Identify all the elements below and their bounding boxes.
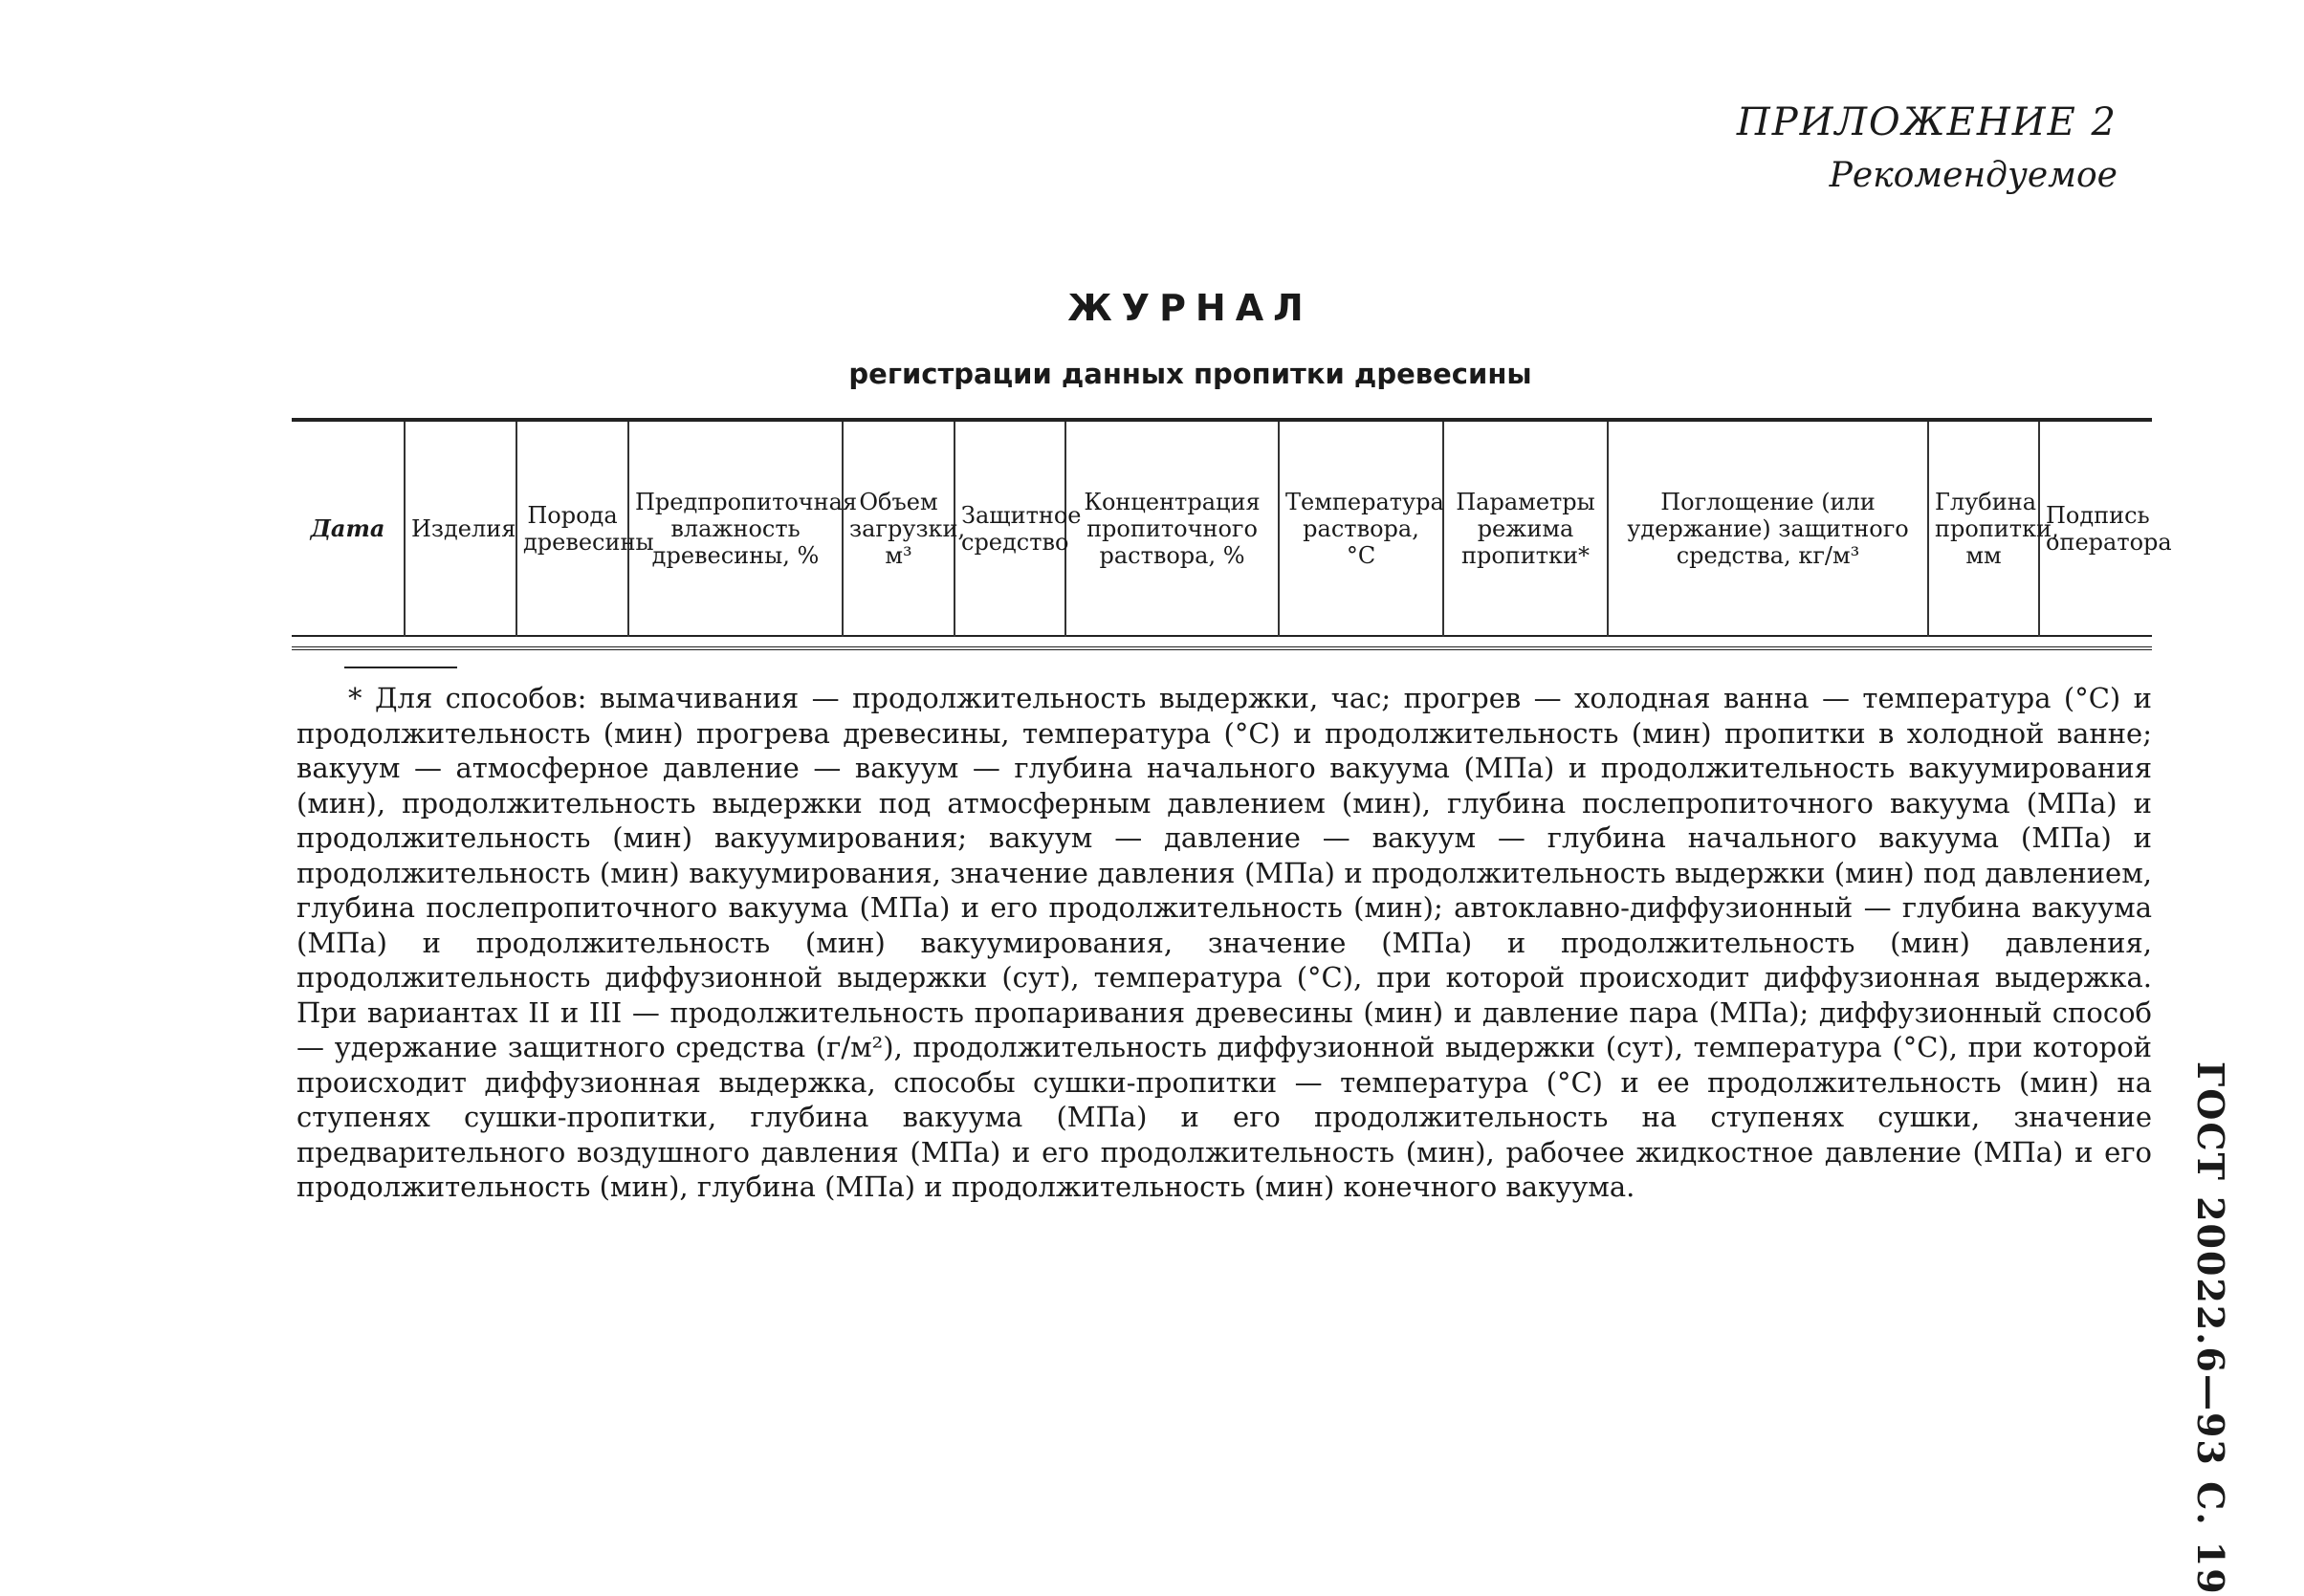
table-row (292, 636, 2152, 648)
footnote-separator (344, 667, 457, 668)
column-header-concentration: Концентрация пропиточного раствора, % (1065, 420, 1279, 636)
column-header-depth: Глубина пропитки, мм (1928, 420, 2039, 636)
appendix-label: ПРИЛОЖЕНИЕ 2 (1736, 100, 2117, 144)
empty-table-cell (292, 636, 2152, 648)
journal-table (292, 418, 2172, 650)
column-header-products: Изделия (405, 420, 516, 636)
footnote (296, 681, 2152, 1205)
column-header-load-volume: Объем загрузки, м³ (843, 420, 955, 636)
column-header-wood-species: Порода древесины (516, 420, 628, 636)
footnote-mark: * (348, 682, 362, 714)
appendix-heading (1544, 96, 2117, 203)
document-title: ЖУРНАЛ (1067, 287, 1313, 329)
column-header-operator-signature: Подпись оператора (2039, 420, 2152, 636)
column-header-protective-agent: Защитное средство (955, 420, 1065, 636)
footnote-text: Для способов: вымачивания — продолжительность выдержки, час; прогрев — холодная ванна — температура (°С) и продолжительность (мин) прогрева древесины, температура (°С) и продолжительность (мин) пропитки в холодной ванне; вакуум — атмосферное давление — вакуум — глубина начального вакуума (МПа) и продолжительность вакуумирования (мин), продолжительность выдержки под атмосферным давлением (мин), глубина послепропиточного вакуума (МПа) и продолжительность (мин) вакуумирования; вакуум — давление — вакуум — глубина начального вакуума (МПа) и продолжительность (мин) вакуумирования, значение давления (МПа) и продолжительность выдержки (мин) под давлением, глубина послепропиточного вакуума (МПа) и его продолжительность (мин); автоклавно-диффузионный — глубина вакуума (МПа) и продолжительность (мин) вакуумирования, значение (МПа) и продолжительность (мин) давления, продолжительность диффузионной выдержки (сут), температура (°С), при которой происходит диффузионная выдержка. При вариантах II и III — продолжительность пропаривания древесины (мин) и давление пара (МПа); диффузионный способ — удержание защитного средства (г/м²), продолжительность диффузионной выдержки (сут), температура (°С), при которой происходит диффузионная выдержка, способы сушки-пропитки — температура (°С) и ее продолжительность (мин) на ступенях сушки-пропитки, глубина вакуума (МПа) и его продолжительность на ступенях сушки, значение предварительного воздушного давления (МПа) и его продолжительность (мин), рабочее жидкостное давление (МПа) и его продолжительность (мин), глубина (МПа) и продолжительность (мин) конечного вакуума. (296, 682, 2153, 1203)
column-header-mode-parameters: Параметры режима пропитки* (1443, 420, 1608, 636)
column-header-moisture: Предпропиточная влажность древесины, % (628, 420, 843, 636)
column-header-temperature: Температура раствора, °С (1279, 420, 1443, 636)
appendix-status: Рекомендуемое (1829, 156, 2117, 195)
table-header-row (292, 420, 2152, 636)
side-standard-header: ГОСТ 20022.6—93 С. 19 (2189, 1061, 2232, 1596)
column-header-absorption: Поглощение (или удержание) защитного средства, кг/м³ (1608, 420, 1928, 636)
journal-table-container (292, 418, 2172, 650)
document-subtitle: регистрации данных пропитки древесины (848, 358, 1532, 390)
column-header-date: Дата (310, 514, 385, 542)
